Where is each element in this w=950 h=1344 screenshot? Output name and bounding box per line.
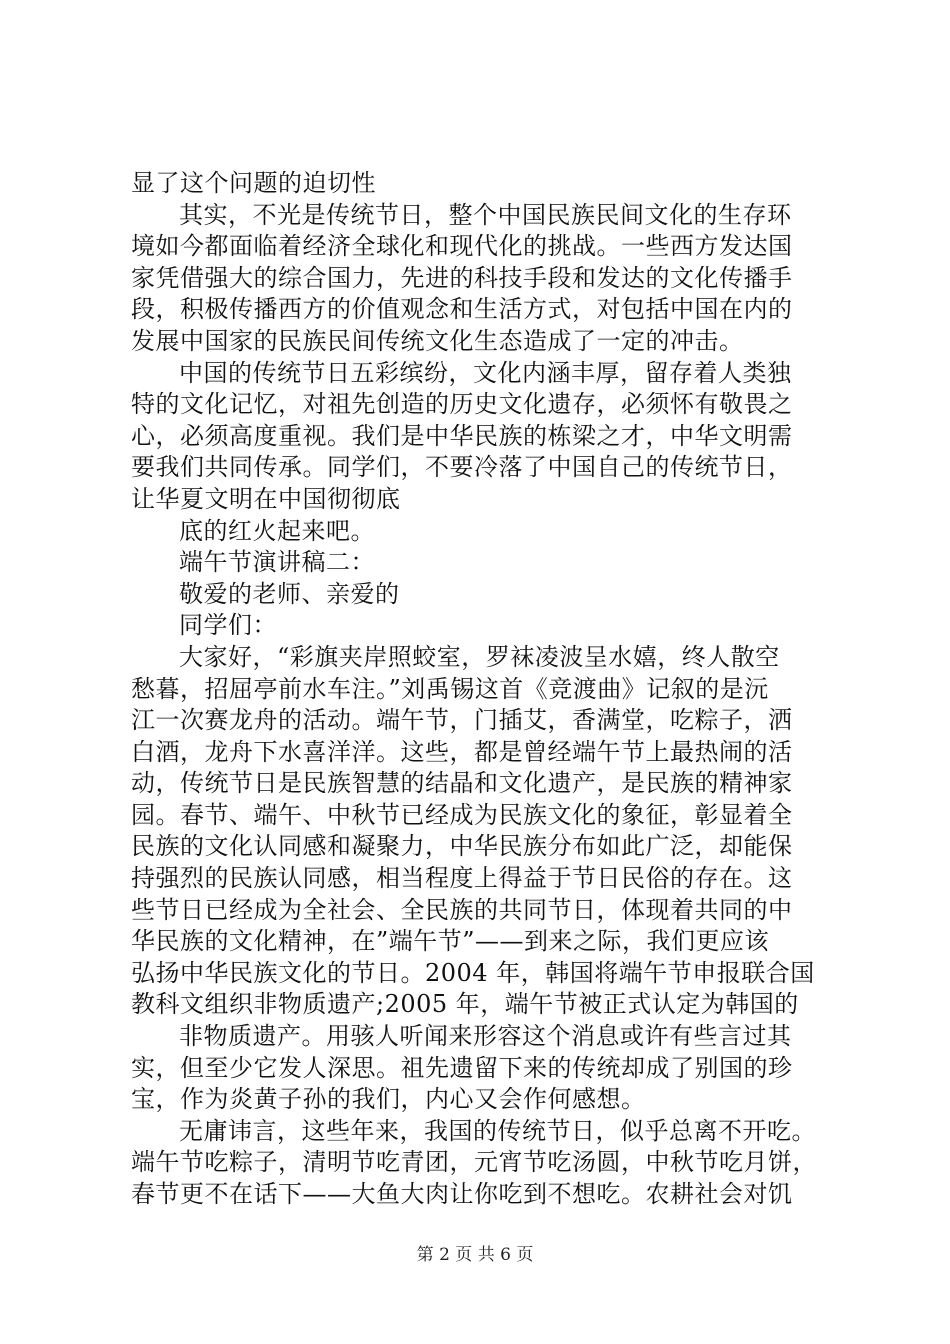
text-line: 持强烈的民族认同感，相当程度上得益于节日民俗的存在。这 xyxy=(131,864,793,893)
text-line: 特的文化记忆，对祖先创造的历史文化遗存，必须怀有敬畏之 xyxy=(131,390,793,419)
text-line: 端午节吃粽子，清明节吃青团，元宵节吃汤圆，中秋节吃月饼， xyxy=(131,1148,817,1177)
document-body xyxy=(131,168,831,1211)
text-line: 江一次赛龙舟的活动。端午节，门插艾，香满堂，吃粽子，洒 xyxy=(131,706,793,735)
text-line: 园。春节、端午、中秋节已经成为民族文化的象征，彰显着全 xyxy=(131,800,793,829)
text-line: 家凭借强大的综合国力，先进的科技手段和发达的文化传播手 xyxy=(131,263,793,292)
text-line: 心，必须高度重视。我们是中华民族的栋梁之才，中华文明需 xyxy=(131,421,793,450)
text-line: 实，但至少它发人深思。祖先遗留下来的传统却成了别国的珍 xyxy=(131,1053,793,1082)
text-line: 愁暮，招屈亭前水车注。”刘禹锡这首《竞渡曲》记叙的是沅 xyxy=(131,674,769,703)
text-line: 段，积极传播西方的价值观念和生活方式，对包括中国在内的 xyxy=(131,295,793,324)
text-line: 显了这个问题的迫切性 xyxy=(131,169,376,197)
text-line: 宝，作为炎黄子孙的我们，内心又会作何感想。 xyxy=(131,1085,646,1114)
text-line: 底的红火起来吧。 xyxy=(179,516,375,545)
text-line: 中国的传统节日五彩缤纷，文化内涵丰厚，留存着人类独 xyxy=(179,358,792,387)
text-line: 春节更不在话下——大鱼大肉让你吃到不想吃。农耕社会对饥 xyxy=(131,1180,793,1208)
text-line: 敬爱的老师、亲爱的 xyxy=(179,579,400,608)
text-line: 弘扬中华民族文化的节日。2004 年，韩国将端午节申报联合国 xyxy=(131,958,815,987)
text-line: 动，传统节日是民族智慧的结晶和文化遗产，是民族的精神家 xyxy=(131,769,793,798)
text-line: 无庸讳言，这些年来，我国的传统节日，似乎总离不开吃。 xyxy=(179,1116,816,1145)
text-line: 要我们共同传承。同学们，不要冷落了中国自己的传统节日， xyxy=(131,453,793,482)
page-footer: 第 2 页 共 6 页 xyxy=(416,1245,534,1265)
text-line: 同学们： xyxy=(179,611,277,640)
text-line: 教科文组织非物质遗产;2005 年，端午节被正式认定为韩国的 xyxy=(131,990,799,1019)
text-line: 其实，不光是传统节日，整个中国民族民间文化的生存环 xyxy=(179,200,792,229)
text-line: 发展中国家的民族民间传统文化生态造成了一定的冲击。 xyxy=(131,326,744,355)
text-line: 民族的文化认同感和凝聚力，中华民族分布如此广泛，却能保 xyxy=(131,832,793,861)
text-line: 境如今都面临着经济全球化和现代化的挑战。一些西方发达国 xyxy=(131,232,793,261)
text-line: 让华夏文明在中国彻彻底 xyxy=(131,484,401,513)
text-line: 大家好，“彩旗夹岸照蛟室，罗袜凌波呈水嬉，终人散空 xyxy=(179,642,780,671)
text-line: 端午节演讲稿二： xyxy=(179,548,375,577)
text-line: 些节日已经成为全社会、全民族的共同节日，体现着共同的中 xyxy=(131,895,793,924)
text-line: 白酒，龙舟下水喜洋洋。这些，都是曾经端午节上最热闹的活 xyxy=(131,737,793,766)
text-line: 非物质遗产。用骇人听闻来形容这个消息或许有些言过其 xyxy=(179,1022,792,1051)
text-line: 华民族的文化精神，在”端午节”——到来之际，我们更应该 xyxy=(131,927,770,956)
